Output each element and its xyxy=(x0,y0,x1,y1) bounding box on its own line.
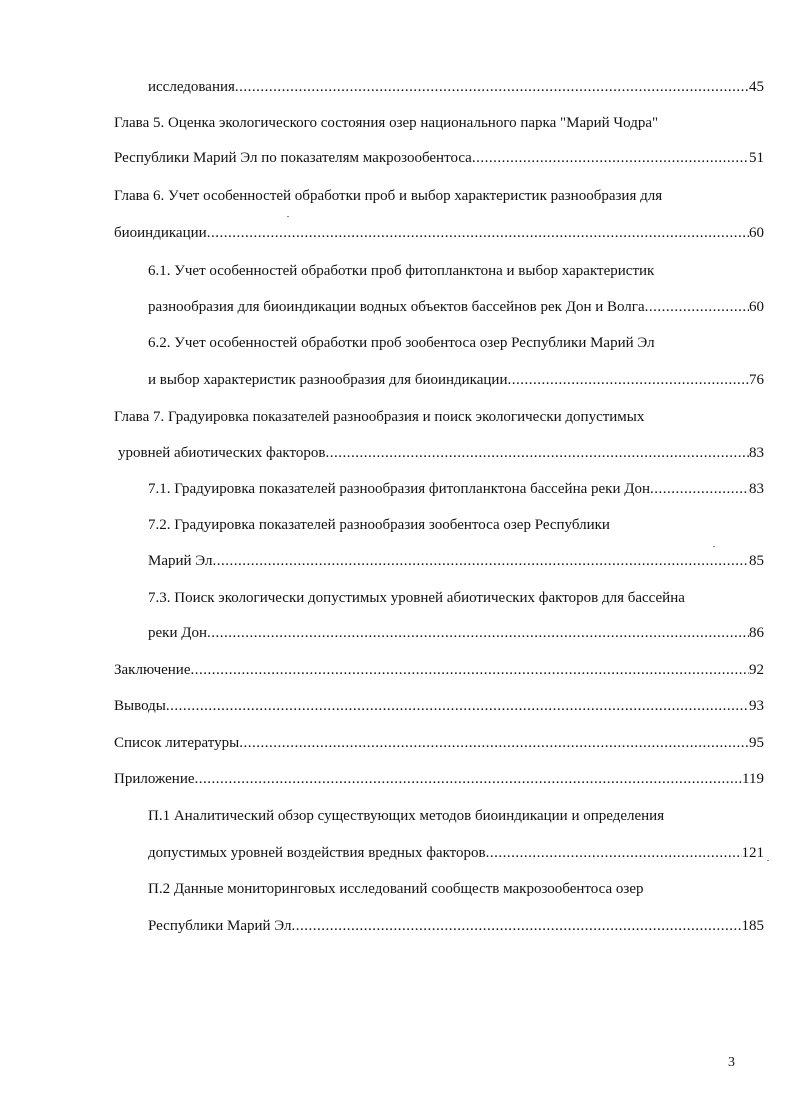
toc-entry-text: П.2 Данные мониторинговых исследований сообществ макрозообентоса озер xyxy=(148,881,644,897)
toc-entry-text: Выводы xyxy=(114,698,166,714)
leader-dots xyxy=(207,624,749,642)
leader-dots xyxy=(239,734,749,752)
toc-entry-appendix-p2-cont xyxy=(148,911,764,935)
toc-entry-text: Республики Марий Эл по показателям макрозообентоса xyxy=(114,150,472,166)
toc-entry-section-7-1 xyxy=(148,474,764,498)
scan-speck xyxy=(713,546,715,547)
toc-entry-section-6-1-cont xyxy=(148,292,764,316)
toc-entry-text: 6.1. Учет особенностей обработки проб фитопланктона и выбор характеристик xyxy=(148,263,655,279)
toc-entry-chapter-5-cont xyxy=(114,143,764,167)
scan-speck xyxy=(767,860,769,861)
toc-entry-section-6-1 xyxy=(148,256,654,280)
toc-entry-findings xyxy=(114,691,764,715)
leader-dots xyxy=(325,444,749,462)
leader-dots xyxy=(235,78,749,96)
toc-entry-text: Глава 5. Оценка экологического состояния озер национального парка "Марий Чодра" xyxy=(114,115,659,131)
leader-dots xyxy=(486,844,742,862)
toc-entry-appendix-p1 xyxy=(148,801,664,825)
leader-dots xyxy=(195,770,743,788)
toc-entry-text: Приложение xyxy=(114,771,195,787)
toc-entry-appendix xyxy=(114,764,764,788)
toc-entry-page: 185 xyxy=(741,918,764,934)
toc-entry-text: реки Дон xyxy=(148,625,207,641)
leader-dots xyxy=(292,917,742,935)
leader-dots xyxy=(213,552,750,570)
leader-dots xyxy=(472,149,749,167)
toc-entry-text: исследования xyxy=(148,79,235,95)
leader-dots xyxy=(191,661,750,679)
toc-entry-page: 51 xyxy=(749,150,764,166)
toc-entry-page: 93 xyxy=(749,698,764,714)
toc-entry-section-7-2 xyxy=(148,510,610,534)
toc-entry-appendix-p2 xyxy=(148,874,643,898)
toc-entry-page: 60 xyxy=(749,225,764,241)
toc-entry-text: допустимых уровней воздействия вредных факторов xyxy=(148,845,486,861)
toc-entry-chapter-5 xyxy=(114,108,658,132)
toc-entry-text: Глава 7. Градуировка показателей разнообразия и поиск экологически допустимых xyxy=(114,409,645,425)
toc-entry-page: 86 xyxy=(749,625,764,641)
toc-entry-chapter-6-cont xyxy=(114,218,764,242)
toc-entry-text: Марий Эл xyxy=(148,553,213,569)
toc-entry-section-7-3-cont xyxy=(148,618,764,642)
toc-entry-section-6-2 xyxy=(148,328,655,352)
toc-entry-chapter-7 xyxy=(114,402,644,426)
toc-entry-section-7-3 xyxy=(148,583,685,607)
toc-entry-text: Республики Марий Эл xyxy=(148,918,292,934)
toc-entry-text: биоиндикации xyxy=(114,225,207,241)
toc-entry-text: Глава 6. Учет особенностей обработки проб и выбор характеристик разнообразия для xyxy=(114,188,663,204)
page-number: 3 xyxy=(728,1055,735,1070)
toc-entry-page: 92 xyxy=(749,662,764,678)
toc-entry-section-7-2-cont xyxy=(148,546,764,570)
toc-entry-page: 76 xyxy=(749,372,764,388)
leader-dots xyxy=(645,298,749,316)
toc-entry-conclusion xyxy=(114,655,764,679)
toc-entry-page: 85 xyxy=(749,553,764,569)
toc-entry-text: Список литературы xyxy=(114,735,240,751)
leader-dots xyxy=(508,371,750,389)
leader-dots xyxy=(650,480,749,498)
toc-entry-text: П.1 Аналитический обзор существующих методов биоиндикации и определения xyxy=(148,808,665,824)
scan-speck xyxy=(287,216,289,217)
toc-entry-page: 45 xyxy=(749,79,764,95)
leader-dots xyxy=(207,224,749,242)
toc-entry-page: 60 xyxy=(749,299,764,315)
toc-entry-text: уровней абиотических факторов xyxy=(118,445,326,461)
toc-entry-text: 7.1. Градуировка показателей разнообразия фитопланктона бассейна реки Дон xyxy=(148,481,650,497)
toc-entry-page: 121 xyxy=(741,845,764,861)
toc-entry-text: Заключение xyxy=(114,662,191,678)
toc-entry-text: 7.3. Поиск экологически допустимых уровней абиотических факторов для бассейна xyxy=(148,590,685,606)
leader-dots xyxy=(166,697,749,715)
toc-entry-page: 83 xyxy=(749,481,764,497)
toc-entry-page: 119 xyxy=(742,771,764,787)
toc-entry-chapter-7-cont xyxy=(118,438,764,462)
toc-entry-text: 7.2. Градуировка показателей разнообразия зообентоса озер Республики xyxy=(148,517,610,533)
toc-entry-research-cont xyxy=(148,72,764,96)
toc-entry-chapter-6 xyxy=(114,181,662,205)
toc-entry-section-6-2-cont xyxy=(148,365,764,389)
toc-entry-references xyxy=(114,728,764,752)
toc-entry-page: 95 xyxy=(749,735,764,751)
toc-entry-text: и выбор характеристик разнообразия для биоиндикации xyxy=(148,372,508,388)
toc-entry-page: 83 xyxy=(749,445,764,461)
toc-entry-text: разнообразия для биоиндикации водных объектов бассейнов рек Дон и Волга xyxy=(148,299,645,315)
toc-entry-appendix-p1-cont xyxy=(148,838,764,862)
toc-entry-text: 6.2. Учет особенностей обработки проб зообентоса озер Республики Марий Эл xyxy=(148,335,655,351)
